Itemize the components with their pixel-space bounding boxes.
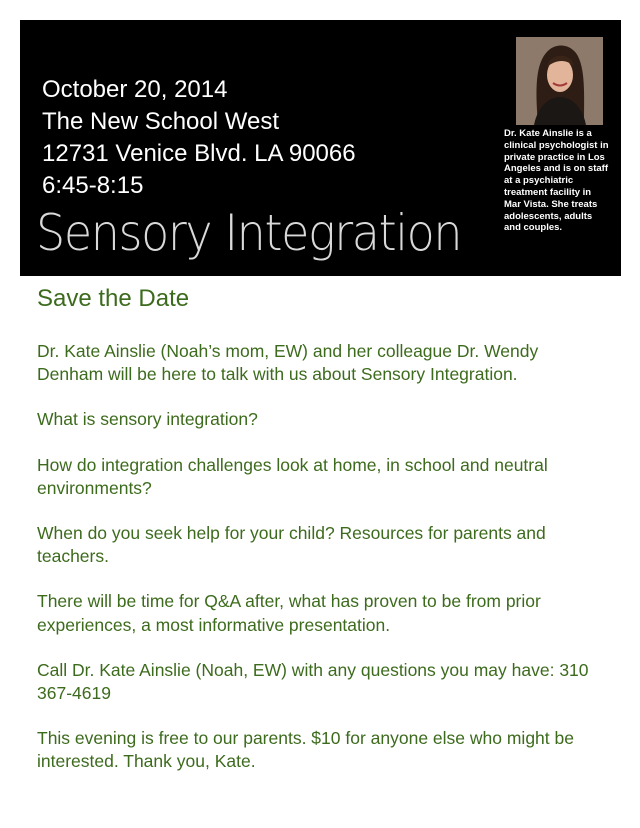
- intro-paragraph: Dr. Kate Ainslie (Noah’s mom, EW) and her colleague Dr. Wendy Denham will be here to talk with us about Sensory Integration.: [37, 341, 539, 385]
- contact-paragraph: Call Dr. Kate Ainslie (Noah, EW) with any questions you may have: 310 367-4619: [37, 659, 589, 704]
- save-the-date-heading: Save the Date: [37, 285, 190, 312]
- event-headline: Sensory Integration: [36, 204, 462, 262]
- event-venue: The New School West: [42, 108, 279, 135]
- question-paragraph-2: How do integration challenges look at home, in school and neutral environments?: [37, 454, 548, 498]
- portrait-photo-icon: [516, 37, 603, 125]
- qa-paragraph: There will be time for Q&A after, what has proven to be from prior experiences, a most informative presentation.: [37, 591, 541, 635]
- header-banner: [20, 20, 621, 276]
- event-address: 12731 Venice Blvd. LA 90066: [42, 140, 356, 167]
- question-paragraph-3: When do you seek help for your child? Resources for parents and teachers.: [37, 523, 546, 567]
- pricing-paragraph: This evening is free to our parents. $10 for anyone else who might be interested. Thank you, Kate.: [37, 728, 574, 772]
- flyer-body: [37, 282, 597, 796]
- event-date: October 20, 2014: [42, 76, 228, 103]
- speaker-photo: [516, 37, 603, 125]
- event-time: 6:45-8:15: [42, 172, 144, 199]
- question-paragraph-1: What is sensory integration?: [37, 409, 258, 430]
- event-details: [42, 74, 356, 202]
- speaker-bio: Dr. Kate Ainslie is a clinical psychologist in private practice in Los Angeles and is on staff at a psychiatric treatment facility in Mar Vista. She treats adolescents, adults and couples.: [504, 128, 609, 234]
